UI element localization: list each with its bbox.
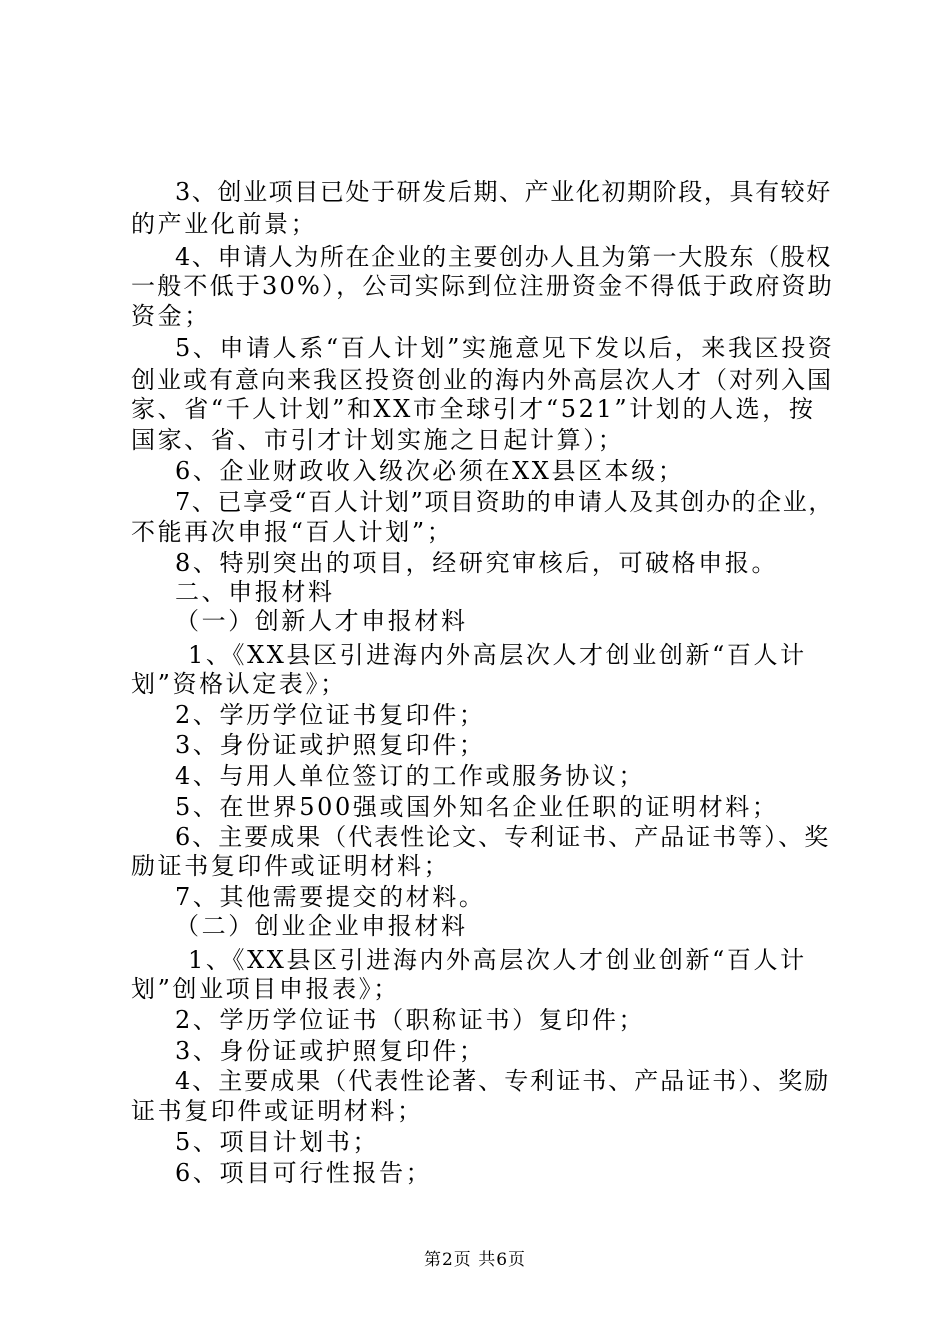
text-line: 国家、省、市引才计划实施之日起计算）；: [131, 426, 625, 454]
text-line: 证书复印件或证明材料；: [131, 1097, 424, 1125]
text-line: 8、特别突出的项目，经研究审核后，可破格申报。: [175, 549, 779, 577]
page-number-footer: 第2页 共6页: [423, 1250, 527, 1270]
text-line: 6、项目可行性报告；: [175, 1159, 433, 1187]
text-line: 资金；: [131, 302, 211, 330]
text-line: 划”资格认定表》；: [131, 670, 347, 698]
text-line: 7、其他需要提交的材料。: [175, 883, 486, 911]
text-line: 的产业化前景；: [131, 210, 318, 238]
text-line: 4、与用人单位签订的工作或服务协议；: [175, 762, 646, 790]
text-line: 3、身份证或护照复印件；: [175, 1037, 486, 1065]
subsection-heading: （二）创业企业申报材料: [175, 912, 468, 940]
text-line: 励证书复印件或证明材料；: [131, 852, 451, 880]
text-line: 不能再次申报“百人计划”；: [131, 518, 454, 546]
text-line: 创业或有意向来我区投资创业的海内外高层次人才（对列入国: [131, 366, 833, 394]
text-line: 4、主要成果（代表性论著、专利证书、产品证书）、奖励: [175, 1067, 831, 1095]
section-heading: 二、申报材料: [175, 578, 335, 606]
text-line: 一般不低于30%），公司实际到位注册资金不得低于政府资助: [131, 272, 834, 300]
text-line: 6、主要成果（代表性论文、专利证书、产品证书等）、奖: [175, 823, 831, 851]
text-line: 5、项目计划书；: [175, 1128, 380, 1156]
text-line: 5、在世界500强或国外知名企业任职的证明材料；: [175, 793, 779, 821]
text-line: 家、省“千人计划”和XX市全球引才“521”计划的人选，按: [131, 395, 816, 423]
text-line: 4、申请人为所在企业的主要创办人且为第一大股东（股权: [175, 243, 832, 271]
text-line: 2、学历学位证书（职称证书）复印件；: [175, 1006, 646, 1034]
subsection-heading: （一）创新人才申报材料: [175, 607, 468, 635]
text-line: 3、身份证或护照复印件；: [175, 731, 486, 759]
text-line: 6、企业财政收入级次必须在XX县区本级；: [175, 457, 685, 485]
text-line: 5、申请人系“百人计划”实施意见下发以后，来我区投资: [175, 334, 835, 362]
text-line: 2、学历学位证书复印件；: [175, 701, 486, 729]
text-line: 划”创业项目申报表》；: [131, 975, 400, 1003]
text-line: 7、已享受“百人计划”项目资助的申请人及其创办的企业，: [175, 488, 835, 516]
text-line: 1、《XX县区引进海内外高层次人才创业创新“百人计: [188, 641, 807, 669]
text-line: 1、《XX县区引进海内外高层次人才创业创新“百人计: [188, 946, 807, 974]
text-line: 3、创业项目已处于研发后期、产业化初期阶段，具有较好: [175, 178, 832, 206]
